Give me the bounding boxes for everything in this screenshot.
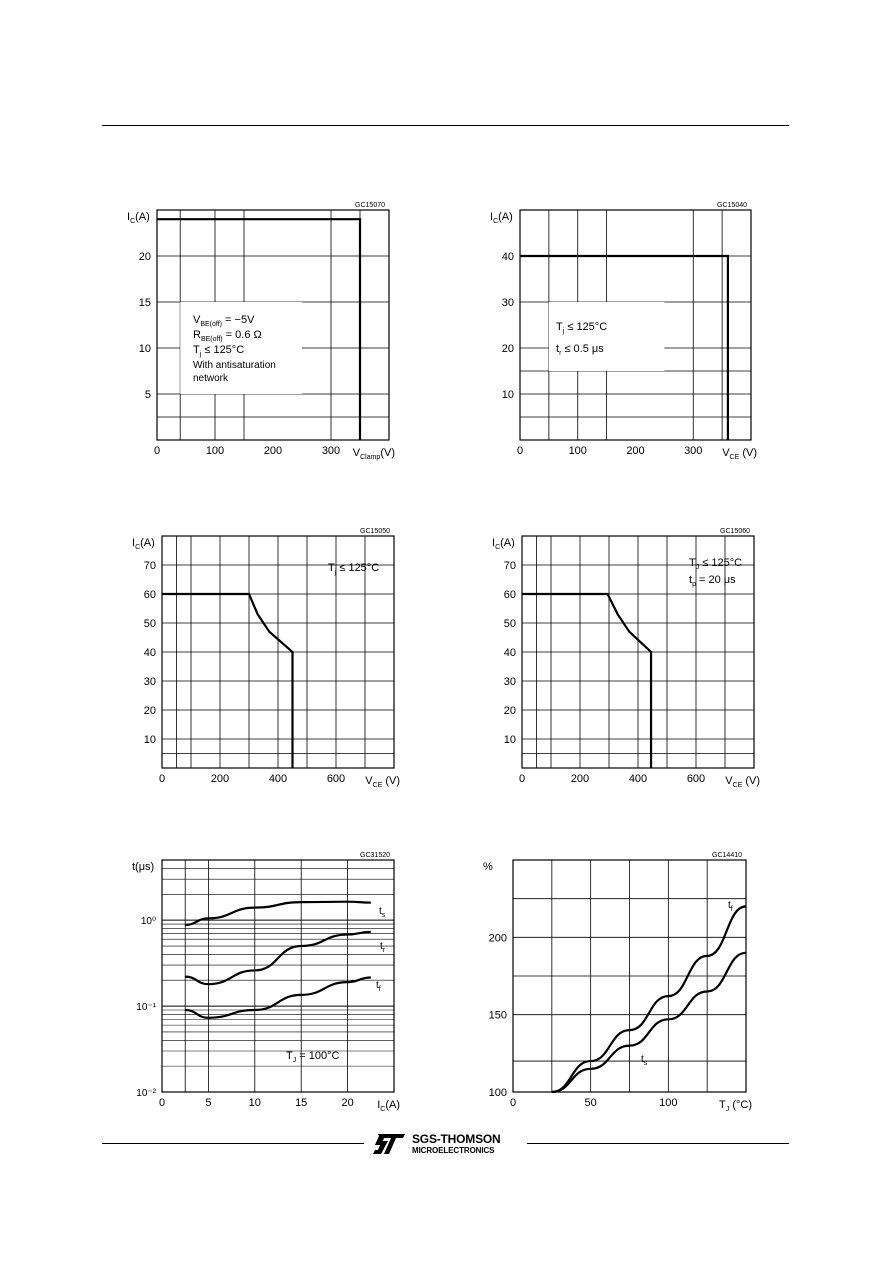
x-tick-label: 0	[509, 1097, 517, 1109]
plot-frame	[162, 860, 394, 1092]
annotation-text: $t_p = 20$ μs	[689, 574, 736, 588]
series-line-0	[552, 906, 746, 1092]
y-tick-label: 40	[501, 251, 514, 263]
y-tick-label: 100	[488, 1087, 507, 1099]
y-tick-label: 200	[488, 932, 507, 945]
y-axis-label: t(μs)	[132, 861, 155, 873]
chart-GC15050	[132, 528, 400, 789]
annotation-text: network	[193, 373, 229, 384]
y-tick-label: 30	[501, 297, 514, 309]
y-tick-label: 15	[138, 297, 151, 309]
annotation-text: With antisaturation	[193, 360, 276, 371]
series-label: $t_f$	[376, 980, 381, 993]
y-tick-label: 10	[503, 734, 516, 746]
x-tick-label: 200	[210, 773, 230, 785]
x-tick-label: 100	[205, 445, 225, 457]
y-tick-label: 30	[143, 676, 156, 688]
company-logo	[372, 1131, 522, 1161]
x-tick-label: 20	[341, 1097, 354, 1109]
x-tick-label: 200	[570, 773, 590, 785]
chart-GC31520	[132, 852, 400, 1113]
y-tick-label: 40	[503, 647, 516, 659]
chart-GC14410	[483, 852, 752, 1113]
y-tick-label: 5	[144, 389, 151, 401]
y-tick-label: 20	[503, 705, 516, 717]
st-logo-icon	[372, 1133, 406, 1155]
x-axis-label: $I_C(A)$	[377, 1099, 400, 1113]
y-tick-label: 60	[143, 589, 156, 601]
x-axis-label: $V_{CE}$ (V)	[365, 775, 400, 789]
y-tick-label: 30	[503, 676, 516, 688]
chart-GC15070	[127, 202, 395, 461]
y-tick-label: 20	[501, 343, 514, 355]
y-tick-label: 10	[501, 389, 514, 401]
series-line-1	[185, 932, 371, 984]
chart-code: GC15070	[355, 202, 385, 209]
y-tick-label: 10	[138, 343, 151, 355]
annotation-text: $T_J \le 125^\circ C$	[689, 557, 743, 571]
x-axis-label: $V_{CE}$ (V)	[725, 775, 760, 789]
y-axis-label: $I_C(A)$	[492, 537, 515, 551]
y-axis-label: $I_C(A)$	[127, 211, 150, 225]
y-axis-label: %	[483, 861, 493, 873]
y-tick-label: 10	[143, 734, 156, 746]
series-line-1	[552, 953, 746, 1092]
series-label: $t_s$	[641, 1054, 648, 1067]
x-tick-label: 300	[684, 445, 703, 457]
y-tick-label: 150	[488, 1009, 507, 1022]
y-tick-label: 70	[143, 560, 156, 572]
y-tick-label: 70	[503, 560, 516, 572]
annotation-box	[549, 302, 665, 371]
x-tick-label: 50	[584, 1097, 597, 1109]
y-axis-label: $I_C(A)$	[132, 537, 155, 551]
x-axis-label: $V_{CE}$ (V)	[722, 447, 757, 461]
x-tick-label: 200	[263, 445, 283, 457]
x-tick-label: 0	[153, 445, 161, 457]
y-tick-label: 10⁻¹	[136, 1002, 156, 1014]
x-tick-label: 200	[626, 445, 645, 457]
x-tick-label: 100	[568, 445, 587, 457]
annotation-text: $V_{BE(off)} = -5V$	[193, 314, 255, 328]
y-tick-label: 10⁻²	[136, 1088, 156, 1099]
annotation-text: $R_{BE(off)} = 0.6$ Ω	[193, 329, 262, 343]
x-tick-label: 600	[326, 773, 346, 785]
chart-GC15040	[490, 202, 757, 461]
x-tick-label: 0	[158, 773, 166, 785]
series-label: $t_s$	[379, 906, 386, 919]
y-tick-label: 20	[143, 705, 156, 717]
chart-code: GC14410	[712, 852, 742, 859]
y-tick-label: 50	[143, 618, 156, 630]
x-tick-label: 0	[518, 773, 526, 785]
brand-subtitle: MICROELECTRONICS	[412, 1146, 495, 1155]
series-label: $t_r$	[380, 941, 386, 954]
x-tick-label: 5	[205, 1097, 212, 1109]
x-axis-label: $T_J$ (°C)	[719, 1099, 752, 1113]
annotation-text: $T_j \le 125^\circ C$	[556, 321, 608, 335]
chart-code: GC15060	[720, 528, 750, 535]
x-tick-label: 10	[248, 1097, 261, 1109]
x-tick-label: 600	[686, 773, 706, 785]
annotation-text: $T_J = 100^\circ C$	[286, 1050, 340, 1064]
y-tick-label: 50	[503, 618, 516, 630]
annotation-text: $T_j \le 125^\circ C$	[193, 344, 245, 358]
x-tick-label: 100	[659, 1097, 678, 1109]
x-tick-label: 0	[516, 445, 524, 457]
brand-name: SGS-THOMSON	[412, 1132, 501, 1146]
annotation-text: $t_r \le 0.5$ μs	[556, 343, 604, 357]
annotation-text: $T_j \le 125^\circ C$	[328, 562, 380, 576]
x-tick-label: 0	[158, 1097, 166, 1109]
x-tick-label: 400	[268, 773, 288, 785]
y-tick-label: 20	[138, 251, 151, 263]
series-label: $t_f$	[728, 900, 733, 913]
x-tick-label: 400	[628, 773, 648, 785]
y-tick-label: 40	[143, 647, 156, 659]
series-line-0	[185, 902, 371, 925]
x-tick-label: 15	[295, 1097, 308, 1109]
chart-code: GC31520	[360, 852, 390, 859]
y-tick-label: 60	[503, 589, 516, 601]
x-axis-label: $V_{Clamp}(V)$	[352, 447, 395, 461]
chart-code: GC15050	[360, 528, 390, 535]
y-tick-label: 10⁰	[140, 916, 156, 928]
chart-GC15060	[492, 528, 760, 789]
chart-code: GC15040	[717, 202, 747, 209]
x-tick-label: 300	[321, 445, 341, 457]
y-axis-label: $I_C(A)$	[490, 211, 513, 225]
